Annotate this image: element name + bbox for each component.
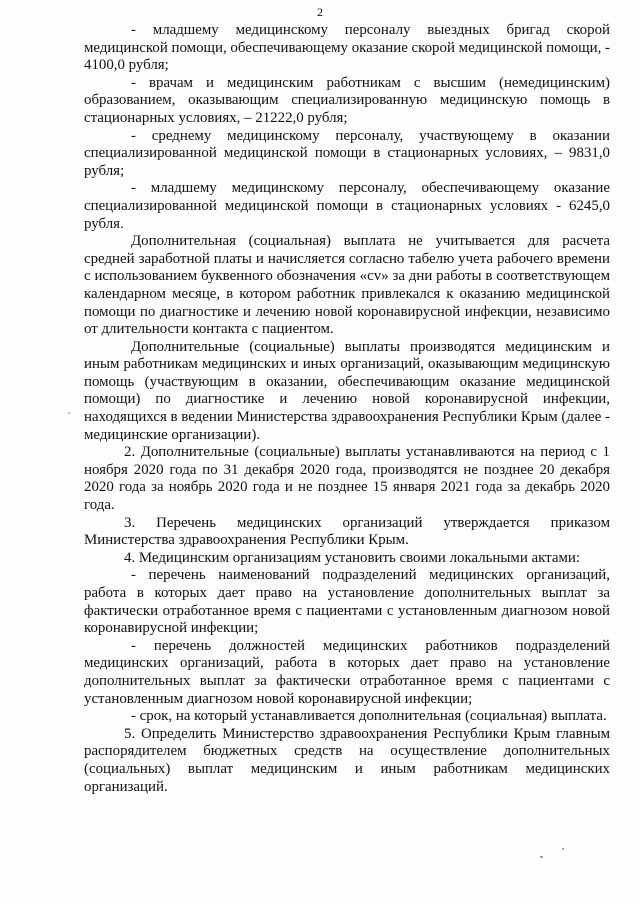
paragraph-item-3-list: 3. Перечень медицинских организаций утверждается приказом Министерства здравоохранения Республики Крым. bbox=[84, 514, 610, 549]
paragraph-payment-recipients: Дополнительные (социальные) выплаты производятся медицинским и иным работникам медицинских и иных организаций, оказывающим медицинскую помощь (участвующим в оказании, обеспечивающим оказание медицинской помощи) по диагностике и лечению новой коронавирусной инфекции, находящихся в ведении Министерства здравоохранения Республики Крым (далее - медицинские организации). bbox=[84, 338, 610, 443]
scan-speck bbox=[540, 856, 543, 858]
paragraph-doctors-higher-education: - врачам и медицинским работникам с высшим (немедицинским) образованием, оказывающим специализированную медицинскую помощь в стационарных условиях, – 21222,0 рубля; bbox=[84, 74, 610, 126]
paragraph-item-4-local-acts: 4. Медицинским организациям установить своими локальными актами: bbox=[124, 549, 580, 566]
paragraph-item-2-period: 2. Дополнительные (социальные) выплаты устанавливаются на период с 1 ноября 2020 года по 31 декабря 2020 года, производятся не позднее 20 декабря 2020 года за ноябрь 2020 года и не позднее 15 января 2021 года за декабрь 2020 года. bbox=[84, 444, 610, 514]
page-number: 2 bbox=[317, 5, 323, 19]
paragraph-payment-calculation: Дополнительная (социальная) выплата не учитывается для расчета средней заработной платы и начисляется согласно табелю учета рабочего времени с использованием буквенного обозначения «cv» за дни работы в соответствующем календарном месяце, в котором работник привлекался к оказанию медицинской помощи по диагностике и лечению новой коронавирусной инфекции, независимо от длительности контакта с пациентом. bbox=[84, 233, 610, 338]
document-body bbox=[84, 22, 610, 796]
paragraph-junior-staff-inpatient: - младшему медицинскому персоналу, обеспечивающему оказание специализированной медицинской помощи в стационарных условиях - 6245,0 рубля. bbox=[84, 180, 610, 232]
paragraph-list-departments: - перечень наименований подразделений медицинских организаций, работа в которых дает право на установление дополнительных выплат за фактически отработанное время с пациентами с установленным диагнозом новой коронавирусной инфекции; bbox=[84, 567, 610, 637]
paragraph-mid-level-staff: - среднему медицинскому персоналу, участвующему в оказании специализированной медицинской помощи в стационарных условиях, – 9831,0 рубля; bbox=[84, 127, 610, 179]
scan-speck bbox=[68, 412, 70, 414]
paragraph-payment-term: - срок, на который устанавливается дополнительная (социальная) выплата. bbox=[131, 708, 607, 725]
paragraph-item-5-budget: 5. Определить Министерство здравоохранения Республики Крым главным распорядителем бюджетных средств на осуществление дополнительных (социальных) выплат медицинским и иным работникам медицинских организаций. bbox=[84, 725, 610, 795]
paragraph-junior-staff-ambulance: - младшему медицинскому персоналу выездных бригад скорой медицинской помощи, обеспечивающему оказание скорой медицинской помощи, - 4100,0 рубля; bbox=[84, 22, 610, 74]
paragraph-list-positions: - перечень должностей медицинских работников подразделений медицинских организаций, работа в которых дает право на установление дополнительных выплат за фактически отработанное время с пациентами с установленным диагнозом новой коронавирусной инфекции; bbox=[84, 637, 610, 707]
scan-speck bbox=[562, 848, 564, 850]
